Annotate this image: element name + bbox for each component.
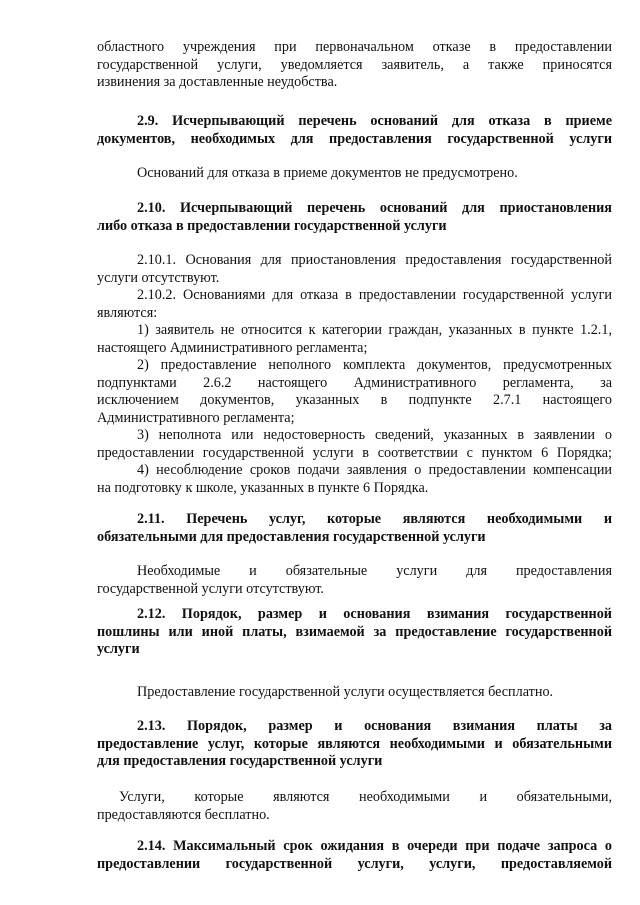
text-line: предоставляются бесплатно. bbox=[97, 806, 270, 823]
text-line: Оснований для отказа в приеме документов не предусмотрено. bbox=[137, 165, 518, 181]
text-line: государственной услуги, уведомляется заявитель, а также приносятся bbox=[97, 56, 612, 73]
section-2-13-text bbox=[97, 789, 612, 824]
text-line: 2.10.1. Основания для приостановления предоставления государственной bbox=[137, 252, 612, 268]
text-line: 1) заявитель не относится к категории граждан, указанных в пункте 1.2.1, bbox=[137, 322, 612, 338]
heading-line: документов, необходимых для предоставления государственной услуги bbox=[97, 130, 612, 147]
heading-line: предоставление услуг, которые являются необходимыми и обязательными bbox=[97, 735, 612, 752]
text-line: подпунктами 2.6.2 настоящего Административного регламента, за bbox=[97, 374, 612, 391]
text-line: предоставлении государственной услуги в соответствии с пунктом 6 Порядка; bbox=[97, 444, 612, 461]
text-line: 2) предоставление неполного комплекта документов, предусмотренных bbox=[137, 357, 612, 373]
heading-line: либо отказа в предоставлении государственной услуги bbox=[97, 217, 447, 234]
section-2-14-heading bbox=[97, 838, 612, 873]
text-line: извинения за доставленные неудобства. bbox=[97, 74, 338, 90]
section-2-13-heading bbox=[97, 718, 612, 771]
heading-line: предоставлении государственной услуги, услуги, предоставляемой bbox=[97, 855, 612, 872]
section-2-12-heading bbox=[97, 606, 612, 659]
heading-line: обязательными для предоставления государственной услуги bbox=[97, 528, 486, 545]
heading-line: 2.9. Исчерпывающий перечень оснований для отказа в приеме bbox=[137, 113, 612, 129]
text-line: Необходимые и обязательные услуги для предоставления bbox=[137, 563, 612, 579]
heading-line: услуги bbox=[97, 641, 140, 657]
heading-line: 2.14. Максимальный срок ожидания в очереди при подаче запроса о bbox=[137, 838, 612, 854]
heading-line: 2.13. Порядок, размер и основания взимания платы за bbox=[137, 718, 612, 734]
section-2-12-text bbox=[97, 684, 612, 702]
text-line: 4) несоблюдение сроков подачи заявления о предоставлении компенсации bbox=[137, 462, 612, 478]
heading-line: 2.12. Порядок, размер и основания взимания государственной bbox=[137, 606, 612, 622]
intro-paragraph bbox=[97, 39, 612, 92]
text-line: 2.10.2. Основаниями для отказа в предоставлении государственной услуги bbox=[137, 287, 612, 303]
heading-line: 2.10. Исчерпывающий перечень оснований для приостановления bbox=[137, 200, 612, 216]
text-line: услуги отсутствуют. bbox=[97, 269, 220, 286]
text-line: Предоставление государственной услуги осуществляется бесплатно. bbox=[137, 684, 554, 700]
section-2-9-text bbox=[97, 165, 612, 183]
text-line: государственной услуги отсутствуют. bbox=[97, 580, 324, 597]
text-line: исключением документов, указанных в подпункте 2.7.1 настоящего bbox=[97, 392, 612, 408]
section-2-11-text bbox=[97, 563, 612, 598]
section-2-11-heading bbox=[97, 511, 612, 546]
text-line: Административного регламента; bbox=[97, 409, 295, 426]
text-line: на подготовку к школе, указанных в пункте 6 Порядка. bbox=[97, 479, 429, 496]
heading-line: для предоставления государственной услуги bbox=[97, 753, 383, 769]
section-2-10-heading bbox=[97, 200, 612, 235]
text-line: Услуги, которые являются необходимыми и обязательными, bbox=[119, 789, 612, 805]
heading-line: пошлины или иной платы, взимаемой за предоставление государственной bbox=[97, 623, 612, 640]
section-2-9-heading bbox=[97, 113, 612, 148]
text-line: настоящего Административного регламента; bbox=[97, 339, 368, 356]
text-line: 3) неполнота или недостоверность сведений, указанных в заявлении о bbox=[137, 427, 612, 443]
heading-line: 2.11. Перечень услуг, которые являются необходимыми и bbox=[137, 511, 612, 527]
text-line: являются: bbox=[97, 304, 158, 321]
text-line: областного учреждения при первоначальном отказе в предоставлении bbox=[97, 39, 612, 55]
section-2-10-body bbox=[97, 252, 612, 497]
